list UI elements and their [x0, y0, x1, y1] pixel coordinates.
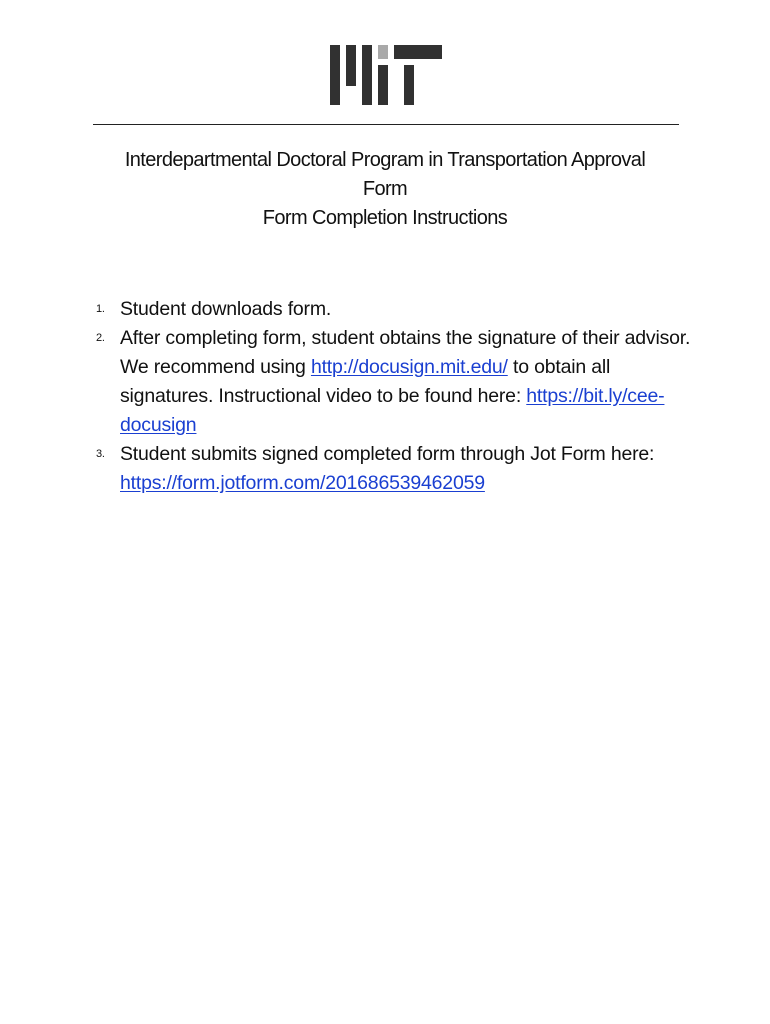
instructions-list: [94, 295, 694, 498]
video-link[interactable]: https://bit.ly/cee-docusign: [120, 385, 665, 436]
list-number: 1.: [96, 303, 105, 315]
list-item-1: [94, 295, 694, 324]
step-text: Student submits signed completed form through Jot Form here:: [120, 443, 655, 465]
jotform-link[interactable]: https://form.jotform.com/201686539462059: [120, 472, 485, 494]
step-text: After completing form, student obtains the signature of their advisor. We recommend using: [120, 327, 691, 378]
step-text: Student downloads form.: [120, 298, 332, 320]
step-text: to obtain all signatures. Instructional video to be found here:: [120, 356, 611, 407]
page-title: [80, 146, 690, 233]
mit-logo: [330, 45, 442, 105]
header-divider: [93, 124, 679, 125]
title-line-1: Interdepartmental Doctoral Program in Transportation Approval: [124, 149, 646, 171]
list-number: 3.: [96, 448, 105, 460]
docusign-link[interactable]: http://docusign.mit.edu/: [310, 356, 508, 378]
title-line-3: Form Completion Instructions: [262, 207, 508, 229]
list-number: 2.: [96, 332, 105, 344]
list-item-3: [94, 440, 694, 498]
list-item-2: [94, 324, 694, 440]
title-line-2: Form: [362, 178, 408, 200]
